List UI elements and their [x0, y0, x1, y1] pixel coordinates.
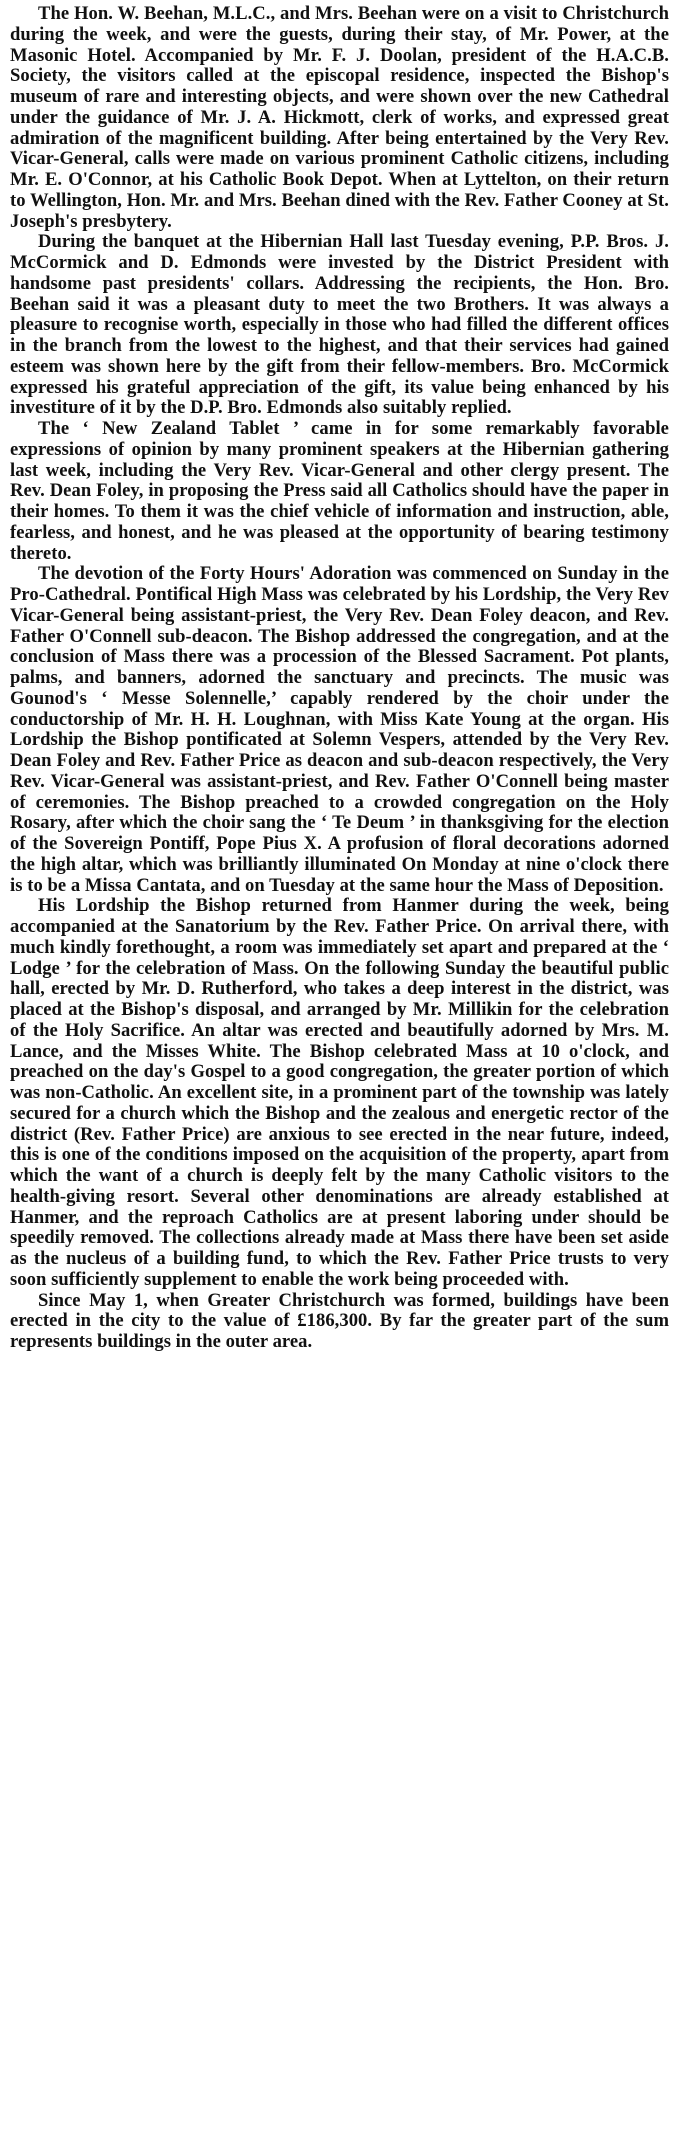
- paragraph-beehan-visit: The Hon. W. Beehan, M.L.C., and Mrs. Beehan were on a visit to Christchurch during the week, and were the guests, during their stay, of Mr. Power, at the Masonic Hotel. Accompanied by Mr. F. J. Doolan, president of the H.A.C.B. Society, the visitors called at the episcopal residence, inspected the Bishop's museum of rare and interesting objects, and were shown over the new Cathedral under the guidance of Mr. J. A. Hickmott, clerk of works, and expressed great admiration of the magnificent building. After being entertained by the Very Rev. Vicar-General, calls were made on various prominent Catholic citizens, including Mr. E. O'Connor, at his Catholic Book Depot. When at Lyttelton, on their return to Wellington, Hon. Mr. and Mrs. Beehan dined with the Rev. Father Cooney at St. Joseph's presbytery.: [10, 3, 669, 232]
- paragraph-hanmer: His Lordship the Bishop returned from Hanmer during the week, being accompanied at the Sanatorium by the Rev. Father Price. On arrival there, with much kindly forethought, a room was immediately set apart and prepared at the ‘ Lodge ’ for the celebration of Mass. On the following Sunday the beautiful public hall, erected by Mr. D. Rutherford, who takes a deep interest in the district, was placed at the Bishop's disposal, and arranged by Mr. Millikin for the celebration of the Holy Sacrifice. An altar was erected and beautifully adorned by Mrs. M. Lance, and the Misses White. The Bishop celebrated Mass at 10 o'clock, and preached on the day's Gospel to a good congregation, the greater portion of which was non-Catholic. An excellent site, in a prominent part of the township was lately secured for a church which the Bishop and the zealous and energetic rector of the district (Rev. Father Price) are anxious to see erected in the near future, indeed, this is one of the conditions imposed on the acquisition of the property, apart from which the want of a church is deeply felt by the many Catholic visitors to the health-giving resort. Several other denominations are already established at Hanmer, and the reproach Catholics are at present laboring under should be speedily removed. The collections already made at Mass there have been set aside as the nucleus of a building fund, to which the Rev. Father Price trusts to very soon sufficiently supplement to enable the work being proceeded with.: [10, 895, 669, 1290]
- paragraph-tablet-praise: The ‘ New Zealand Tablet ’ came in for some remarkably favorable expressions of opinion by many prominent speakers at the Hibernian gathering last week, including the Very Rev. Vicar-General and other clergy present. The Rev. Dean Foley, in proposing the Press said all Catholics should have the paper in their homes. To them it was the chief vehicle of information and instruction, able, fearless, and honest, and he was pleased at the opportunity of bearing testimony thereto.: [10, 418, 669, 564]
- paragraph-forty-hours: The devotion of the Forty Hours' Adoration was commenced on Sunday in the Pro-Cathedral. Pontifical High Mass was celebrated by his Lordship, the Very Rev Vicar-General being assistant-priest, the Very Rev. Dean Foley deacon, and Rev. Father O'Connell sub-deacon. The Bishop addressed the congregation, and at the conclusion of Mass there was a procession of the Blessed Sacrament. Pot plants, palms, and banners, adorned the sanctuary and precincts. The music was Gounod's ‘ Messe Solennelle,’ capably rendered by the choir under the conductorship of Mr. H. H. Loughnan, with Miss Kate Young at the organ. His Lordship the Bishop pontificated at Solemn Vespers, attended by the Very Rev. Dean Foley and Rev. Father Price as deacon and sub-deacon respectively, the Very Rev. Vicar-General was assistant-priest, and Rev. Father O'Connell being master of ceremonies. The Bishop preached to a crowded congregation on the Holy Rosary, after which the choir sang the ‘ Te Deum ’ in thanksgiving for the election of the Sovereign Pontiff, Pope Pius X. A profusion of floral decorations adorned the high altar, which was brilliantly illuminated On Monday at nine o'clock there is to be a Missa Cantata, and on Tuesday at the same hour the Mass of Deposition.: [10, 563, 669, 896]
- paragraph-hibernian-banquet: During the banquet at the Hibernian Hall last Tuesday evening, P.P. Bros. J. McCormick and D. Edmonds were invested by the District President with handsome past presidents' collars. Addressing the recipients, the Hon. Bro. Beehan said it was a pleasant duty to meet the two Brothers. It was always a pleasure to recognise worth, especially in those who had filled the different offices in the branch from the lowest to the highest, and that their services had gained esteem was shown here by the gift from their fellow-members. Bro. McCormick expressed his grateful appreciation of the gift, its value being enhanced by his investiture of it by the D.P. Bro. Edmonds also suitably replied.: [10, 231, 669, 419]
- paragraph-greater-christchurch: Since May 1, when Greater Christchurch was formed, buildings have been erected in the city to the value of £186,300. By far the greater part of the sum represents buildings in the outer area.: [10, 1289, 669, 1352]
